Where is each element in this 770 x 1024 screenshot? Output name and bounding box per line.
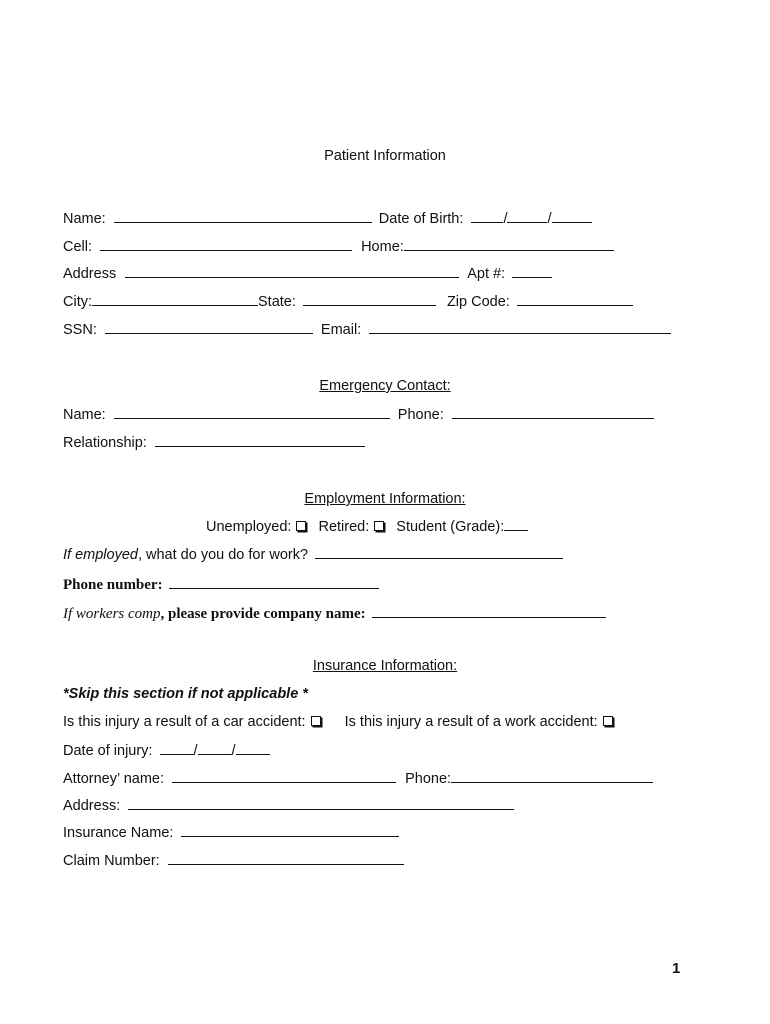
dob-month-field[interactable] — [471, 209, 503, 223]
city-field[interactable] — [92, 292, 258, 306]
dob-year-field[interactable] — [552, 209, 592, 223]
apt-label: Apt #: — [467, 266, 506, 282]
relationship-label: Relationship: — [63, 435, 147, 451]
zip-label: Zip Code: — [446, 294, 510, 310]
claim-number-field[interactable] — [168, 851, 404, 865]
ssn-field[interactable] — [105, 320, 313, 334]
insurance-name-label: Insurance Name: — [63, 825, 174, 841]
dob-day-field[interactable] — [507, 209, 547, 223]
workers-comp-label: , please provide company name: — [160, 606, 366, 622]
unemployed-label: Unemployed: — [206, 519, 292, 535]
attorney-address-row — [63, 796, 514, 815]
emergency-phone-label: Phone: — [397, 407, 444, 423]
occupation-label: , what do you do for work? — [137, 547, 309, 563]
form-title: Patient Information — [324, 148, 446, 164]
address-label: Address — [63, 266, 117, 282]
ssn-row — [63, 320, 671, 339]
accident-row — [63, 713, 613, 731]
workers-comp-italic-label: If workers comp — [63, 606, 161, 622]
student-grade-field[interactable] — [504, 517, 528, 531]
workers-comp-row — [63, 604, 606, 623]
attorney-label: Attorney’ name: — [63, 771, 165, 787]
claim-number-label: Claim Number: — [63, 853, 160, 869]
emergency-name-field[interactable] — [114, 405, 390, 419]
car-accident-checkbox[interactable] — [311, 716, 321, 726]
skip-note: *Skip this section if not applicable * — [63, 686, 308, 702]
employment-heading: Employment Information: — [304, 491, 466, 507]
name-label: Name: — [63, 211, 106, 227]
page-number: 1 — [672, 960, 681, 977]
home-field[interactable] — [404, 237, 614, 251]
zip-field[interactable] — [517, 292, 633, 306]
address-row — [63, 264, 552, 283]
emergency-name-row — [63, 405, 654, 424]
claim-number-row — [63, 851, 404, 870]
occupation-row — [63, 545, 563, 564]
car-accident-label: Is this injury a result of a car accident: — [63, 714, 306, 730]
emergency-phone-field[interactable] — [452, 405, 654, 419]
injury-month-field[interactable] — [160, 741, 194, 755]
city-label: City: — [63, 294, 92, 310]
name-field[interactable] — [114, 209, 372, 223]
insurance-heading: Insurance Information: — [312, 658, 458, 674]
employment-status-row — [206, 517, 528, 536]
work-accident-checkbox[interactable] — [603, 716, 613, 726]
injury-date-label: Date of injury: — [63, 743, 153, 759]
unemployed-checkbox[interactable] — [296, 521, 306, 531]
student-label: Student (Grade): — [396, 519, 505, 535]
work-phone-label: Phone number: — [63, 577, 163, 593]
attorney-field[interactable] — [172, 769, 396, 783]
company-name-field[interactable] — [372, 604, 606, 618]
attorney-row — [63, 769, 653, 788]
injury-year-field[interactable] — [236, 741, 270, 755]
attorney-address-label: Address: — [63, 798, 121, 814]
attorney-address-field[interactable] — [128, 796, 514, 810]
email-field[interactable] — [369, 320, 671, 334]
occupation-field[interactable] — [315, 545, 563, 559]
dob-label: Date of Birth: — [378, 211, 464, 227]
relationship-row — [63, 433, 365, 452]
emergency-name-label: Name: — [63, 407, 106, 423]
work-accident-label: Is this injury a result of a work accident: — [344, 714, 598, 730]
email-label: Email: — [320, 322, 362, 338]
work-phone-row — [63, 575, 379, 594]
home-label: Home: — [361, 239, 404, 255]
emergency-heading: Emergency Contact: — [319, 378, 451, 394]
relationship-field[interactable] — [155, 433, 365, 447]
state-label: State: — [258, 294, 296, 310]
cell-label: Cell: — [63, 239, 93, 255]
attorney-phone-field[interactable] — [451, 769, 653, 783]
insurance-name-field[interactable] — [181, 823, 399, 837]
phone-row — [63, 237, 614, 256]
cell-field[interactable] — [100, 237, 352, 251]
name-row: Name: Date of Birth: / / — [63, 209, 592, 228]
address-field[interactable] — [125, 264, 459, 278]
injury-day-field[interactable] — [198, 741, 232, 755]
attorney-phone-label: Phone: — [405, 771, 452, 787]
work-phone-field[interactable] — [169, 575, 379, 589]
state-field[interactable] — [303, 292, 436, 306]
retired-checkbox[interactable] — [374, 521, 384, 531]
injury-date-row: Date of injury: / / — [63, 741, 270, 760]
insurance-name-row — [63, 823, 399, 842]
ssn-label: SSN: — [63, 322, 97, 338]
apt-field[interactable] — [512, 264, 552, 278]
retired-label: Retired: — [318, 519, 370, 535]
city-row — [63, 292, 633, 311]
occupation-italic-label: If employed — [63, 547, 138, 563]
